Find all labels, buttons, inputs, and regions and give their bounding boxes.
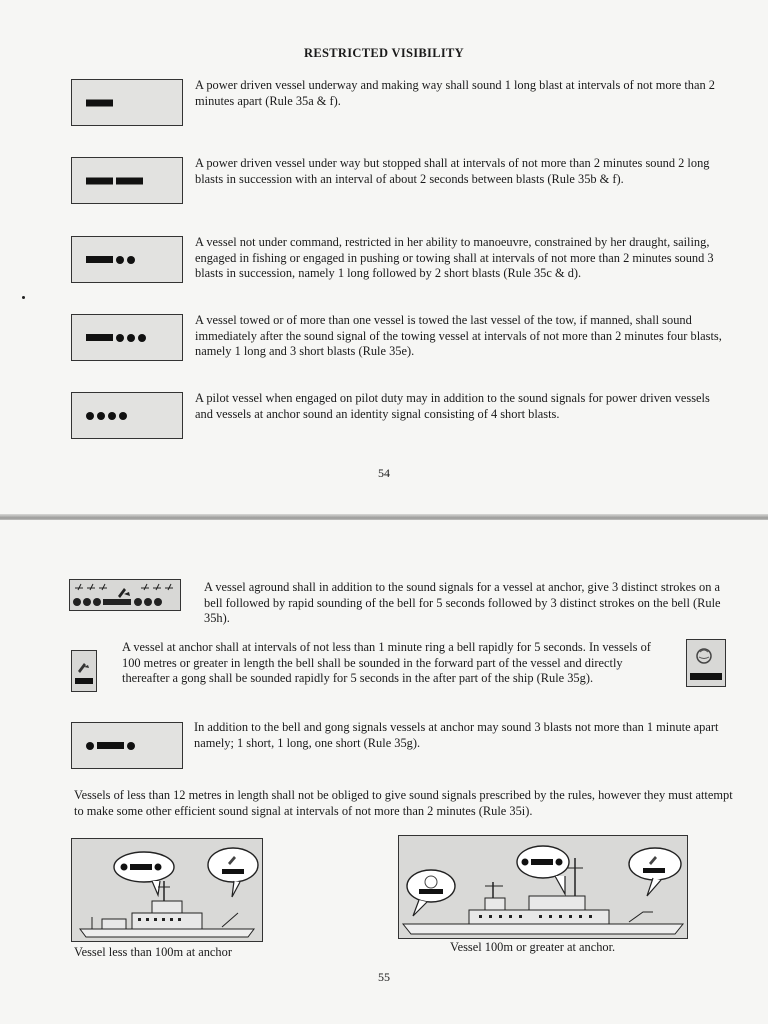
signal-box-four-short <box>71 392 183 439</box>
short-blast-icon <box>108 412 116 420</box>
section-heading: RESTRICTED VISIBILITY <box>304 46 464 60</box>
short-blast-icon <box>86 412 94 420</box>
anchor-bell-box <box>71 650 97 692</box>
short-blast-icon <box>138 334 146 342</box>
rule-35e-text: A vessel towed or of more than one vessel is towed the last vessel of the tow, if manned, shall sound immediately after the sound signal of the towing vessel at intervals of not more than 2 minutes four blasts, namely 1 long and 3 short blasts (Rule 35e). <box>195 313 722 358</box>
short-blast-icon <box>127 742 135 750</box>
rule-35a-text: A power driven vessel underway and making way shall sound 1 long blast at intervals of not more than 2 minutes apart (Rule 35a & f). <box>195 78 715 108</box>
anchor-bell-gong-text: A vessel at anchor shall at intervals of not less than 1 minute ring a bell rapidly for 5 seconds. In vessels of 100 metres or greater in length the bell shall be sounded in the forward part of the vessel and directly thereafter a gong shall be sounded rapidly for 5 seconds in the after part of the ship (Rule 35g). <box>122 640 651 685</box>
short-blast-icon <box>97 412 105 420</box>
long-blast-icon <box>86 334 113 341</box>
long-blast-icon <box>97 742 124 749</box>
signal-box-long-three-short <box>71 314 183 361</box>
signal-box-one-long <box>71 79 183 126</box>
sound-signal <box>86 334 146 342</box>
gong-icon <box>687 640 725 686</box>
small-vessel-caption: Vessel less than 100m at anchor <box>74 945 232 959</box>
rule-35c-text: A vessel not under command, restricted in her ability to manoeuvre, constrained by her draught, sailing, engaged in fishing or engaged in pushing or towing shall at intervals of not more than 2 minutes sound 3 blasts in succession, namely 1 long followed by 2 short blasts (Rule 35c & d). <box>195 235 714 280</box>
scan-speck <box>22 296 25 299</box>
page-55 <box>0 520 768 1024</box>
short-blast-icon <box>116 334 124 342</box>
small-ship-at-anchor-icon <box>72 839 262 941</box>
bell-strokes-icon <box>70 580 180 610</box>
page-number: 54 <box>378 466 390 480</box>
page-number: 55 <box>378 970 390 984</box>
long-blast-icon <box>116 177 143 184</box>
short-blast-icon <box>127 256 135 264</box>
large-vessel-illustration <box>398 835 688 939</box>
long-blast-icon <box>86 177 113 184</box>
aground-text: A vessel aground shall in addition to the sound signals for a vessel at anchor, give 3 distinct strokes on a bell followed by rapid sounding of the bell for 5 seconds followed by 3 distinct strokes on the bell (Rule 35h). <box>204 580 721 625</box>
short-blast-icon <box>116 256 124 264</box>
signal-box-two-long <box>71 157 183 204</box>
gong-box <box>686 639 726 687</box>
aground-bell-signal-box <box>69 579 181 611</box>
bell-icon <box>72 651 96 691</box>
short-blast-icon <box>127 334 135 342</box>
small-vessels-text: Vessels of less than 12 metres in length shall not be obliged to give sound signals prescribed by the rules, however they must attempt to make some other efficient sound signal at intervals of not more than 2 minutes (Rule 35i). <box>74 788 733 818</box>
large-vessel-caption: Vessel 100m or greater at anchor. <box>450 940 616 954</box>
long-blast-icon <box>86 99 113 106</box>
rule-35b-text: A power driven vessel under way but stopped shall at intervals of not more than 2 minutes sound 2 long blasts in succession with an interval of about 2 seconds between blasts (Rule 35b & f). <box>195 156 710 186</box>
short-blast-icon <box>119 412 127 420</box>
short-blast-icon <box>86 742 94 750</box>
sound-signal <box>86 177 143 184</box>
small-vessel-illustration <box>71 838 263 942</box>
sound-signal <box>86 99 113 106</box>
long-blast-icon <box>86 256 113 263</box>
signal-box-short-long-short <box>71 722 183 769</box>
signal-box-long-two-short <box>71 236 183 283</box>
pilot-vessel-text: A pilot vessel when engaged on pilot duty may in addition to the sound signals for power driven vessels and vessels at anchor sound an identity signal consisting of 4 short blasts. <box>195 391 710 421</box>
sound-signal <box>86 412 127 420</box>
anchor-blasts-text: In addition to the bell and gong signals vessels at anchor may sound 3 blasts not more than 1 minute apart namely; 1 short, 1 long, one short (Rule 35g). <box>194 720 719 750</box>
large-ship-at-anchor-icon <box>399 836 687 938</box>
sound-signal <box>86 742 135 750</box>
sound-signal <box>86 256 135 264</box>
